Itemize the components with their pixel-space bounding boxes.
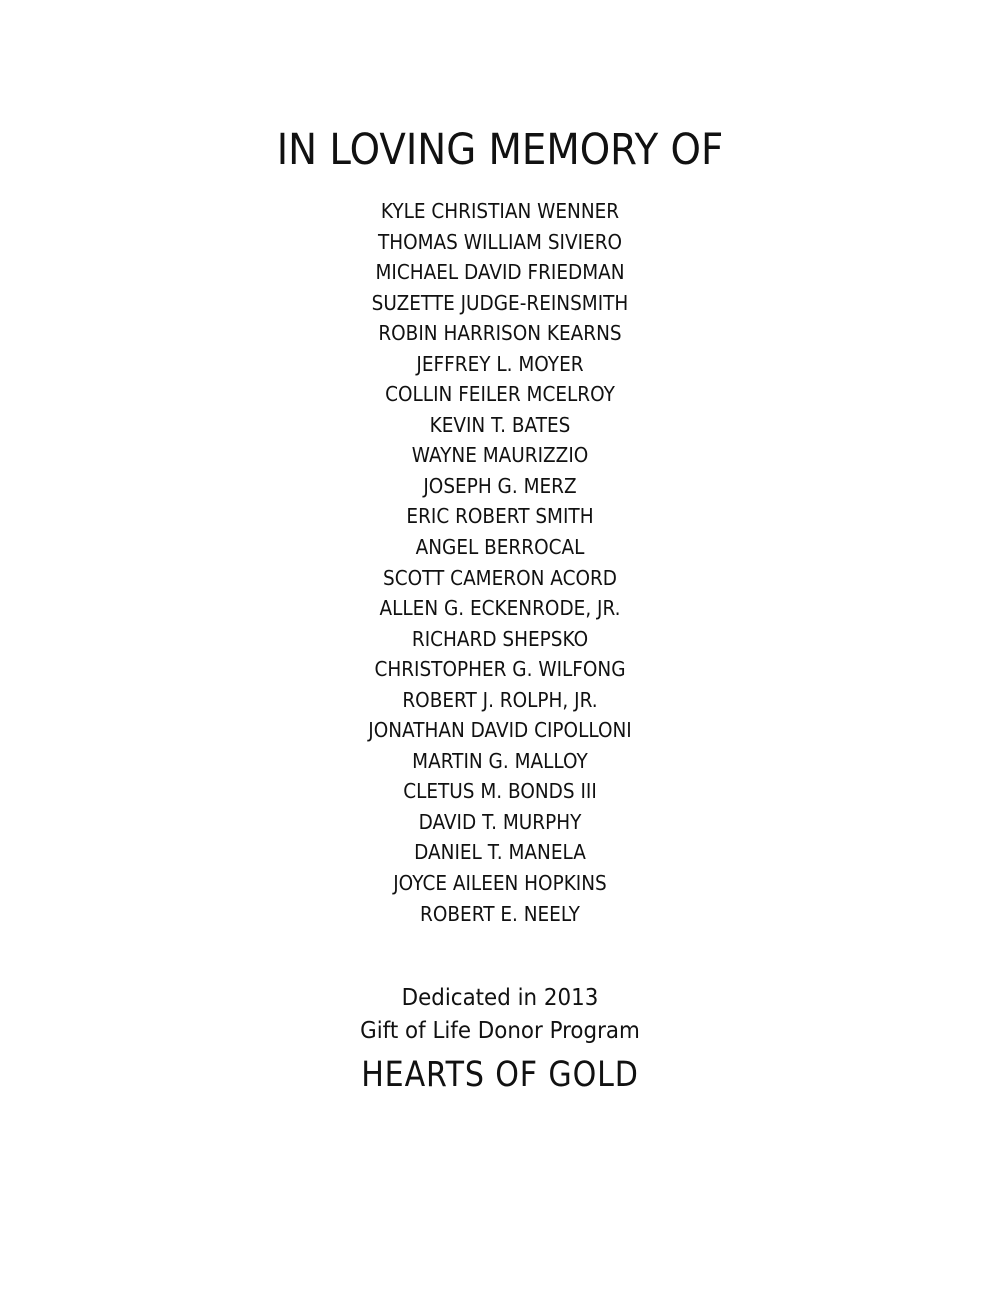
list-item: CHRISTOPHER G. WILFONG	[374, 657, 626, 682]
list-item: ANGEL BERROCAL	[415, 535, 585, 560]
list-item: ERIC ROBERT SMITH	[406, 504, 594, 529]
list-item: ROBERT J. ROLPH, JR.	[402, 687, 598, 712]
names-list	[0, 196, 1000, 929]
list-item: JEFFREY L. MOYER	[416, 351, 584, 376]
page-title: IN LOVING MEMORY OF	[276, 125, 724, 175]
list-item: DAVID T. MURPHY	[418, 809, 582, 834]
list-item: THOMAS WILLIAM SIVIERO	[377, 229, 623, 254]
dedication-block	[0, 982, 1000, 1098]
list-item: JOYCE AILEEN HOPKINS	[393, 871, 607, 896]
list-item: SCOTT CAMERON ACORD	[382, 565, 617, 590]
motto: HEARTS OF GOLD	[361, 1055, 639, 1095]
dedication-year: Dedicated in 2013	[401, 985, 599, 1011]
list-item: CLETUS M. BONDS III	[403, 779, 597, 804]
list-item: DANIEL T. MANELA	[414, 840, 586, 865]
list-item: WAYNE MAURIZZIO	[411, 443, 589, 468]
list-item: SUZETTE JUDGE-REINSMITH	[371, 290, 629, 315]
list-item: ROBIN HARRISON KEARNS	[378, 321, 622, 346]
list-item: KEVIN T. BATES	[429, 412, 571, 437]
list-item: ROBERT E. NEELY	[420, 901, 580, 926]
program-name: Gift of Life Donor Program	[360, 1018, 640, 1044]
list-item: ALLEN G. ECKENRODE, JR.	[379, 596, 621, 621]
list-item: RICHARD SHEPSKO	[411, 626, 589, 651]
list-item: KYLE CHRISTIAN WENNER	[380, 199, 620, 223]
list-item: JOSEPH G. MERZ	[423, 473, 577, 498]
list-item: COLLIN FEILER MCELROY	[385, 382, 615, 407]
list-item: MARTIN G. MALLOY	[412, 748, 588, 773]
list-item: JONATHAN DAVID CIPOLLONI	[368, 718, 632, 743]
list-item: MICHAEL DAVID FRIEDMAN	[375, 260, 625, 285]
